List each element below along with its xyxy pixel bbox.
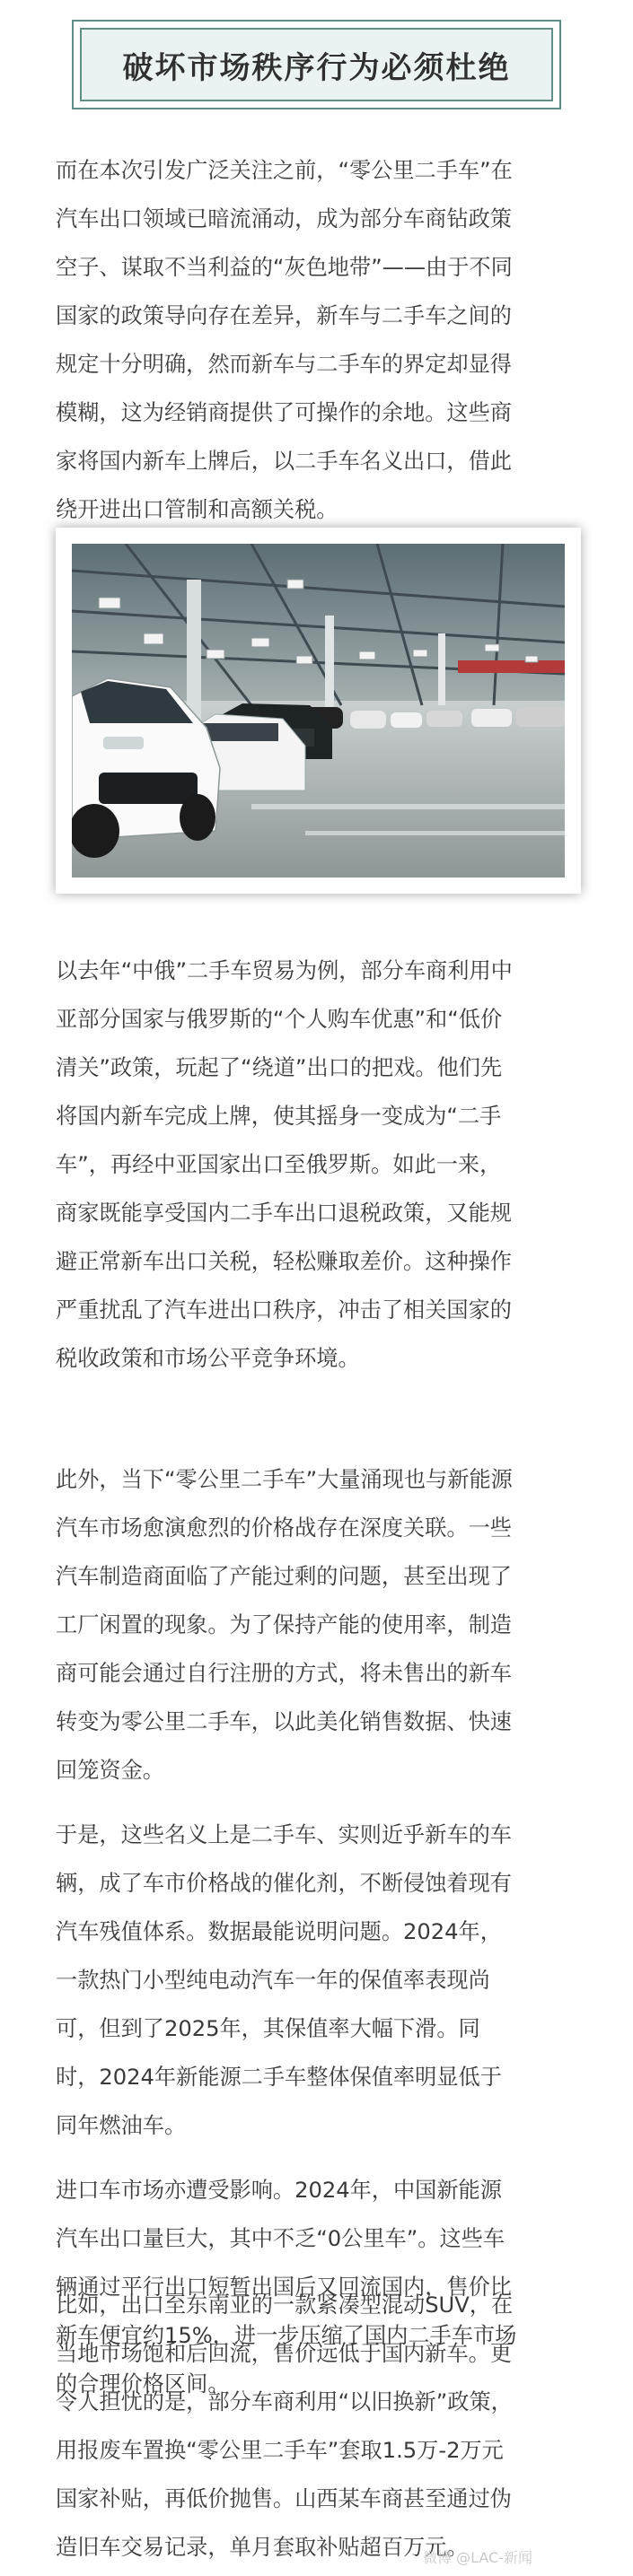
text-line: 可，但到了2025年，其保值率大幅下滑。同 (56, 2016, 480, 2041)
car-lot-photo (72, 544, 565, 878)
text-line: 一款热门小型纯电动汽车一年的保值率表现尚 (56, 1968, 490, 1993)
text-line: 汽车市场愈演愈烈的价格战存在深度关联。一些 (56, 1515, 512, 1541)
text-line: 避正常新车出口关税，轻松赚取差价。这种操作 (56, 1249, 512, 1274)
text-line: 空子、谋取不当利益的“灰色地带”——由于不同 (56, 255, 513, 280)
text-line: 辆，成了车市价格战的催化剂，不断侵蚀着现有 (56, 1871, 512, 1896)
text-line: 商可能会通过自行注册的方式，将未售出的新车 (56, 1661, 512, 1686)
paragraph-3 (56, 1455, 581, 1794)
text-line: 将国内新车完成上牌，使其摇身一变成为“二手 (56, 1104, 502, 1129)
text-line: 回笼资金。 (56, 1758, 164, 1783)
section-title: 破坏市场秩序行为必须杜绝 (122, 49, 511, 86)
text-line: 绕开进出口管制和高额关税。 (56, 497, 338, 522)
paragraph-1 (56, 146, 581, 534)
text-line: 于是，这些名义上是二手车、实则近乎新车的车 (56, 1822, 512, 1847)
text-line: 令人担忧的是，部分车商利用“以旧换新”政策， (56, 2389, 513, 2414)
text-line: 而在本次引发广泛关注之前，“零公里二手车”在 (56, 158, 513, 183)
text-line: 同年燃油车。 (56, 2113, 187, 2138)
text-line: 汽车残值体系。数据最能说明问题。2024年， (56, 1919, 502, 1944)
text-line: 国家补贴，再低价抛售。山西某车商甚至通过伪 (56, 2486, 512, 2511)
text-line: 造旧车交易记录，单月套取补贴超百万元。 (56, 2535, 469, 2560)
text-line: 清关”政策，玩起了“绕道”出口的把戏。他们先 (56, 1055, 503, 1080)
text-line: 严重扰乱了汽车进出口秩序，冲击了相关国家的 (56, 1297, 512, 1323)
text-line: 新车便宜约15%，进一步压缩了国内二手车市场 (56, 2323, 517, 2348)
text-line: 辆通过平行出口短暂出国后又回流国内，售价比 (56, 2275, 512, 2300)
text-line: 转变为零公里二手车，以此美化销售数据、快速 (56, 1709, 512, 1734)
text-line: 商家既能享受国内二手车出口退税政策，又能规 (56, 1201, 512, 1226)
text-line: 税收政策和市场公平竞争环境。 (56, 1346, 360, 1371)
text-line: 亚部分国家与俄罗斯的“个人购车优惠”和“低价 (56, 1007, 503, 1032)
weibo-watermark: 微博 @LAC-新闻 (423, 2549, 532, 2566)
paragraph-2 (56, 947, 581, 1383)
text-line: 用报废车置换“零公里二手车”套取1.5万-2万元 (56, 2438, 504, 2463)
text-line: 规定十分明确，然而新车与二手车的界定却显得 (56, 352, 512, 377)
text-line: 进口车市场亦遭受影响。2024年，中国新能源 (56, 2178, 502, 2203)
text-line: 车”，再经中亚国家出口至俄罗斯。如此一来， (56, 1152, 502, 1177)
text-line: 家将国内新车上牌后，以二手车名义出口，借此 (56, 449, 512, 474)
title-box (72, 20, 561, 109)
text-line: 当地市场饱和后回流，售价远低于国内新车。更 (56, 2341, 512, 2366)
text-line: 比如，出口至东南亚的一款紧凑型混动SUV，在 (56, 2292, 514, 2318)
title-inner-frame (80, 28, 553, 101)
text-line: 汽车出口量巨大，其中不乏“0公里车”。这些车 (56, 2226, 506, 2251)
paragraph-6 (56, 2281, 581, 2572)
text-line: 国家的政策导向存在差异，新车与二手车之间的 (56, 303, 512, 328)
text-line: 时，2024年新能源二手车整体保值率明显低于 (56, 2065, 502, 2090)
text-line: 汽车制造商面临了产能过剩的问题，甚至出现了 (56, 1564, 512, 1589)
text-line: 汽车出口领域已暗流涌动，成为部分车商钻政策 (56, 206, 512, 231)
text-line: 模糊，这为经销商提供了可操作的余地。这些商 (56, 400, 512, 425)
text-line: 此外，当下“零公里二手车”大量涌现也与新能源 (56, 1467, 513, 1492)
car-lot-photo-frame (56, 528, 581, 894)
paragraph-4 (56, 1811, 581, 2150)
text-line: 工厂闲置的现象。为了保持产能的使用率，制造 (56, 1612, 512, 1637)
text-line: 以去年“中俄”二手车贸易为例，部分车商利用中 (56, 958, 513, 983)
text-line: 的合理价格区间。 (56, 2371, 230, 2397)
